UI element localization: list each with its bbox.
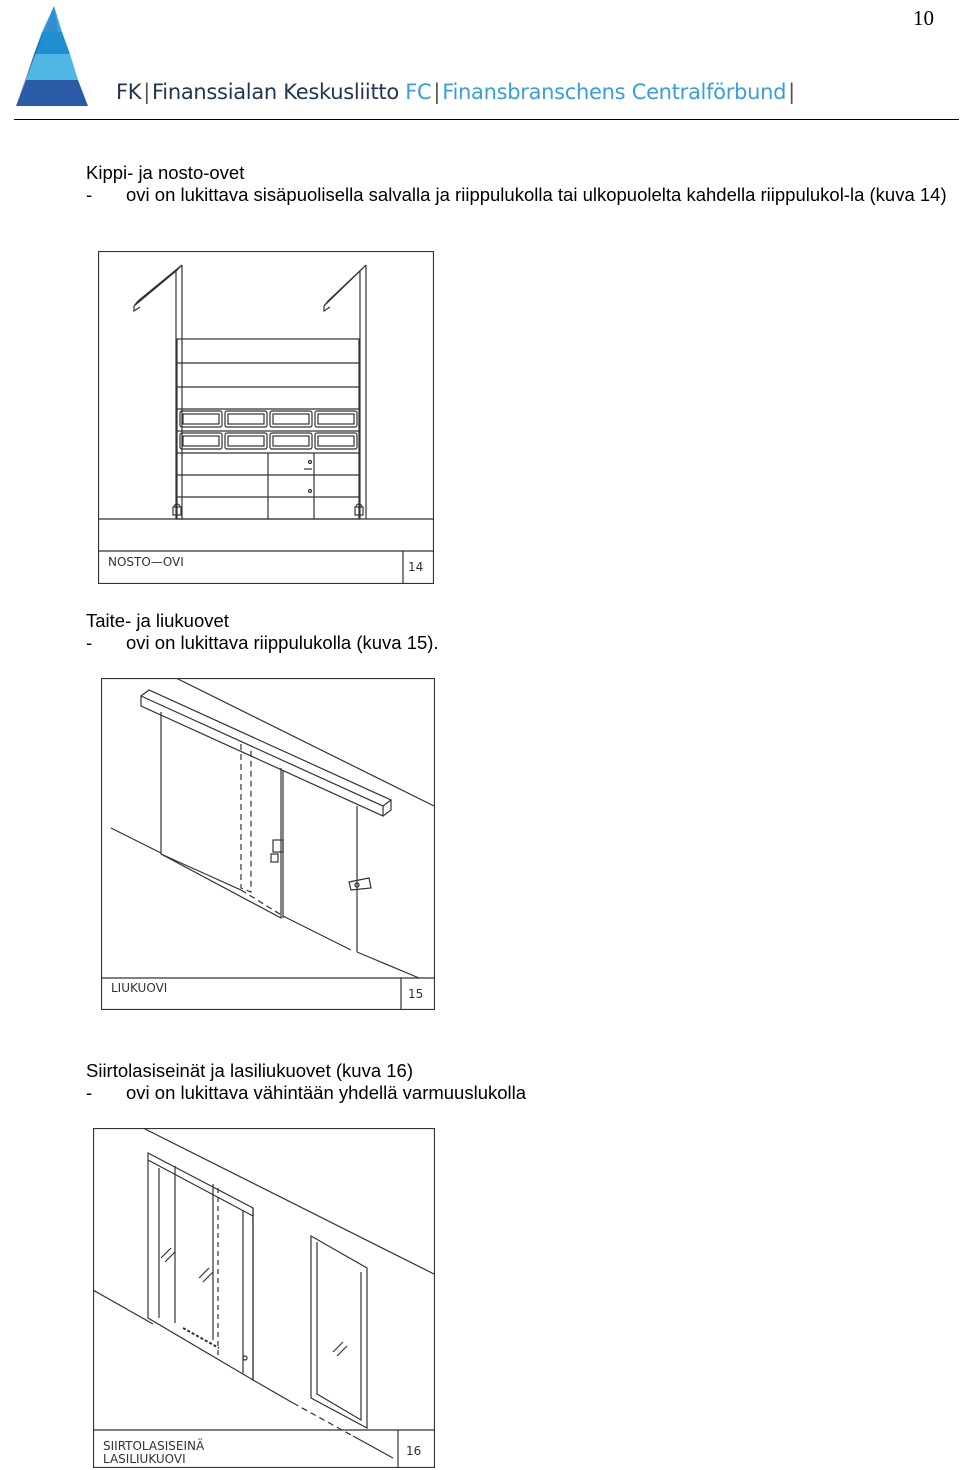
figure-number: 16 [406, 1444, 422, 1458]
bullet-text: ovi on lukittava sisäpuolisella salvalla ja riippulukolla tai ulkopuolelta kahdella riippulukol-la (kuva 14) [126, 184, 947, 205]
bullet-marker: - [86, 1082, 93, 1103]
bullet-text: ovi on lukittava vähintään yhdellä varmuuslukolla [126, 1082, 527, 1103]
fk-logo-icon [14, 4, 94, 110]
header-org-names: FK|Finanssialan Keskusliitto FC|Finansbranschens Centralförbund| [116, 80, 795, 104]
bullet-marker: - [86, 632, 93, 653]
org-sv-name: Finansbranschens Centralförbund [442, 80, 787, 104]
bullet-taite [86, 632, 956, 654]
org-sv-abbr: FC [405, 80, 432, 104]
figure-nosto-ovi [98, 251, 434, 584]
bullet-text: ovi on lukittava riippulukolla (kuva 15). [126, 632, 439, 653]
section-heading-siirto: Siirtolasiseinät ja lasiliukuovet (kuva 16) [86, 1060, 413, 1081]
org-fi-abbr: FK [116, 80, 142, 104]
page-number: 10 [913, 6, 934, 30]
figure-number: 14 [408, 560, 424, 574]
header-rule [14, 119, 959, 120]
bullet-marker: - [86, 184, 93, 205]
figure-label-line1: SIIRTOLASISEINÄ [103, 1439, 205, 1453]
figure-label-line2: LASILIUKUOVI [103, 1452, 186, 1466]
figure-siirtolasiseina [93, 1128, 435, 1468]
section-heading-kippi: Kippi- ja nosto-ovet [86, 162, 245, 183]
org-fi-name: Finanssialan Keskusliitto [152, 80, 399, 104]
figure-label: NOSTO—OVI [108, 555, 184, 569]
bullet-kippi [86, 184, 956, 206]
figure-number: 15 [408, 987, 424, 1001]
bullet-siirto [86, 1082, 956, 1104]
section-heading-taite: Taite- ja liukuovet [86, 610, 229, 631]
figure-liukuovi [101, 678, 435, 1010]
figure-label: LIUKUOVI [111, 981, 168, 995]
